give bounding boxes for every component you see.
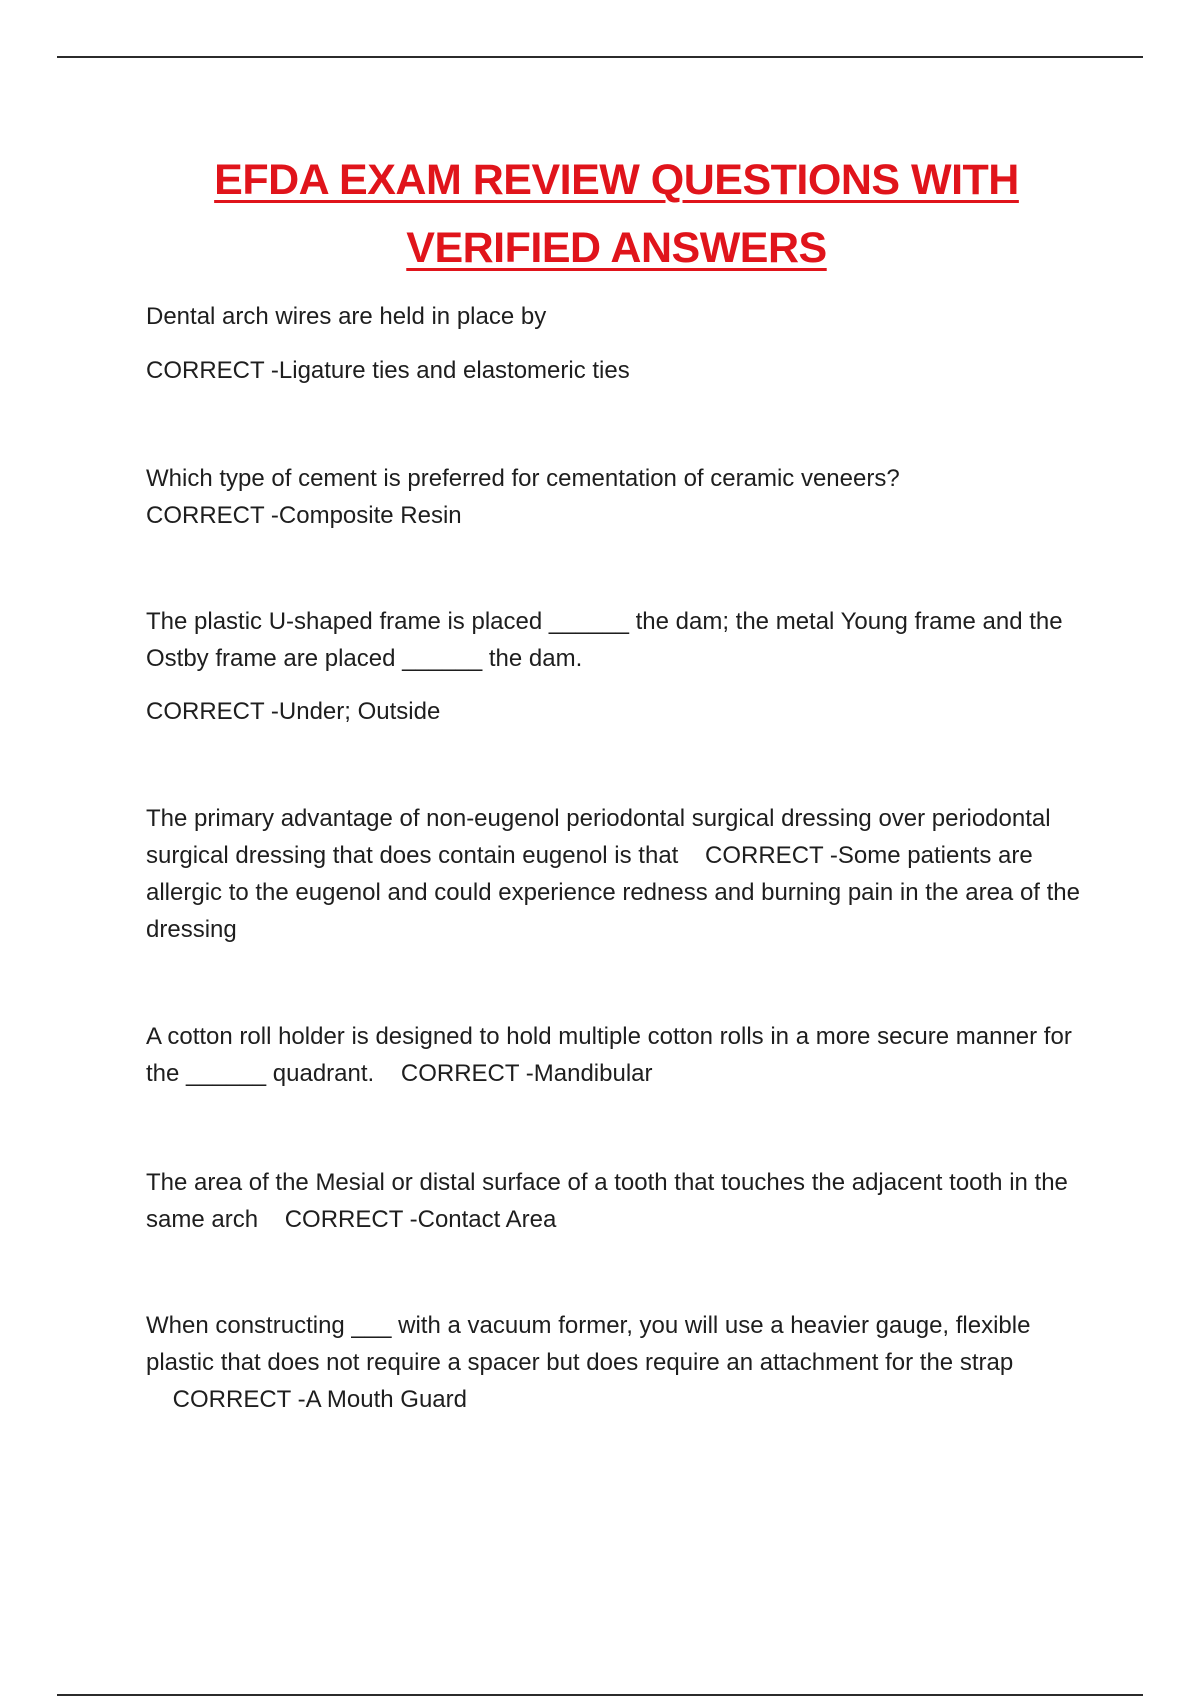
- question-3: [146, 603, 1086, 677]
- question-text: When constructing ___ with a vacuum former, you will use a heavier gauge, flexible plastic that does not require a spacer but does require an attachment for the strap: [146, 1312, 1031, 1376]
- title-line-2: VERIFIED ANSWERS: [406, 224, 827, 272]
- title-line-1: EFDA EXAM REVIEW QUESTIONS WITH: [214, 156, 1019, 204]
- question-text: Which type of cement is preferred for cementation of ceramic veneers?: [146, 465, 900, 492]
- answer-text: CORRECT -Mandibular: [400, 1060, 653, 1087]
- question-text: The primary advantage of non-eugenol periodontal surgical dressing over periodontal surgical dressing that does contain eugenol is that: [146, 805, 1051, 869]
- answer-text: CORRECT -Under; Outside: [146, 698, 441, 725]
- answer-text: CORRECT -Contact Area: [284, 1206, 557, 1233]
- question-2: [146, 460, 1086, 534]
- bottom-rule: [57, 1694, 1143, 1696]
- question-4: [146, 800, 1086, 948]
- question-5: [146, 1018, 1086, 1092]
- question-1: [146, 298, 1086, 335]
- answer-3: [146, 693, 1086, 730]
- question-text: Dental arch wires are held in place by: [146, 303, 547, 330]
- document-title: [0, 146, 1200, 282]
- question-7: [146, 1307, 1086, 1418]
- answer-text: CORRECT -Some patients are allergic to the eugenol and could experience redness and burning pain in the area of the dressing: [146, 842, 1080, 943]
- question-text: A cotton roll holder is designed to hold multiple cotton rolls in a more secure manner for the ______ quadrant.: [146, 1023, 1072, 1087]
- top-rule: [57, 56, 1143, 58]
- question-text: The plastic U-shaped frame is placed ______ the dam; the metal Young frame and the Ostby frame are placed ______ the dam.: [146, 608, 1063, 672]
- answer-text: CORRECT -Ligature ties and elastomeric ties: [146, 357, 630, 384]
- question-6: [146, 1164, 1086, 1238]
- answer-text: CORRECT -A Mouth Guard: [172, 1386, 467, 1413]
- answer-text: CORRECT -Composite Resin: [146, 502, 462, 529]
- question-text: The area of the Mesial or distal surface of a tooth that touches the adjacent tooth in the same arch: [146, 1169, 1068, 1233]
- answer-1: [146, 352, 1086, 389]
